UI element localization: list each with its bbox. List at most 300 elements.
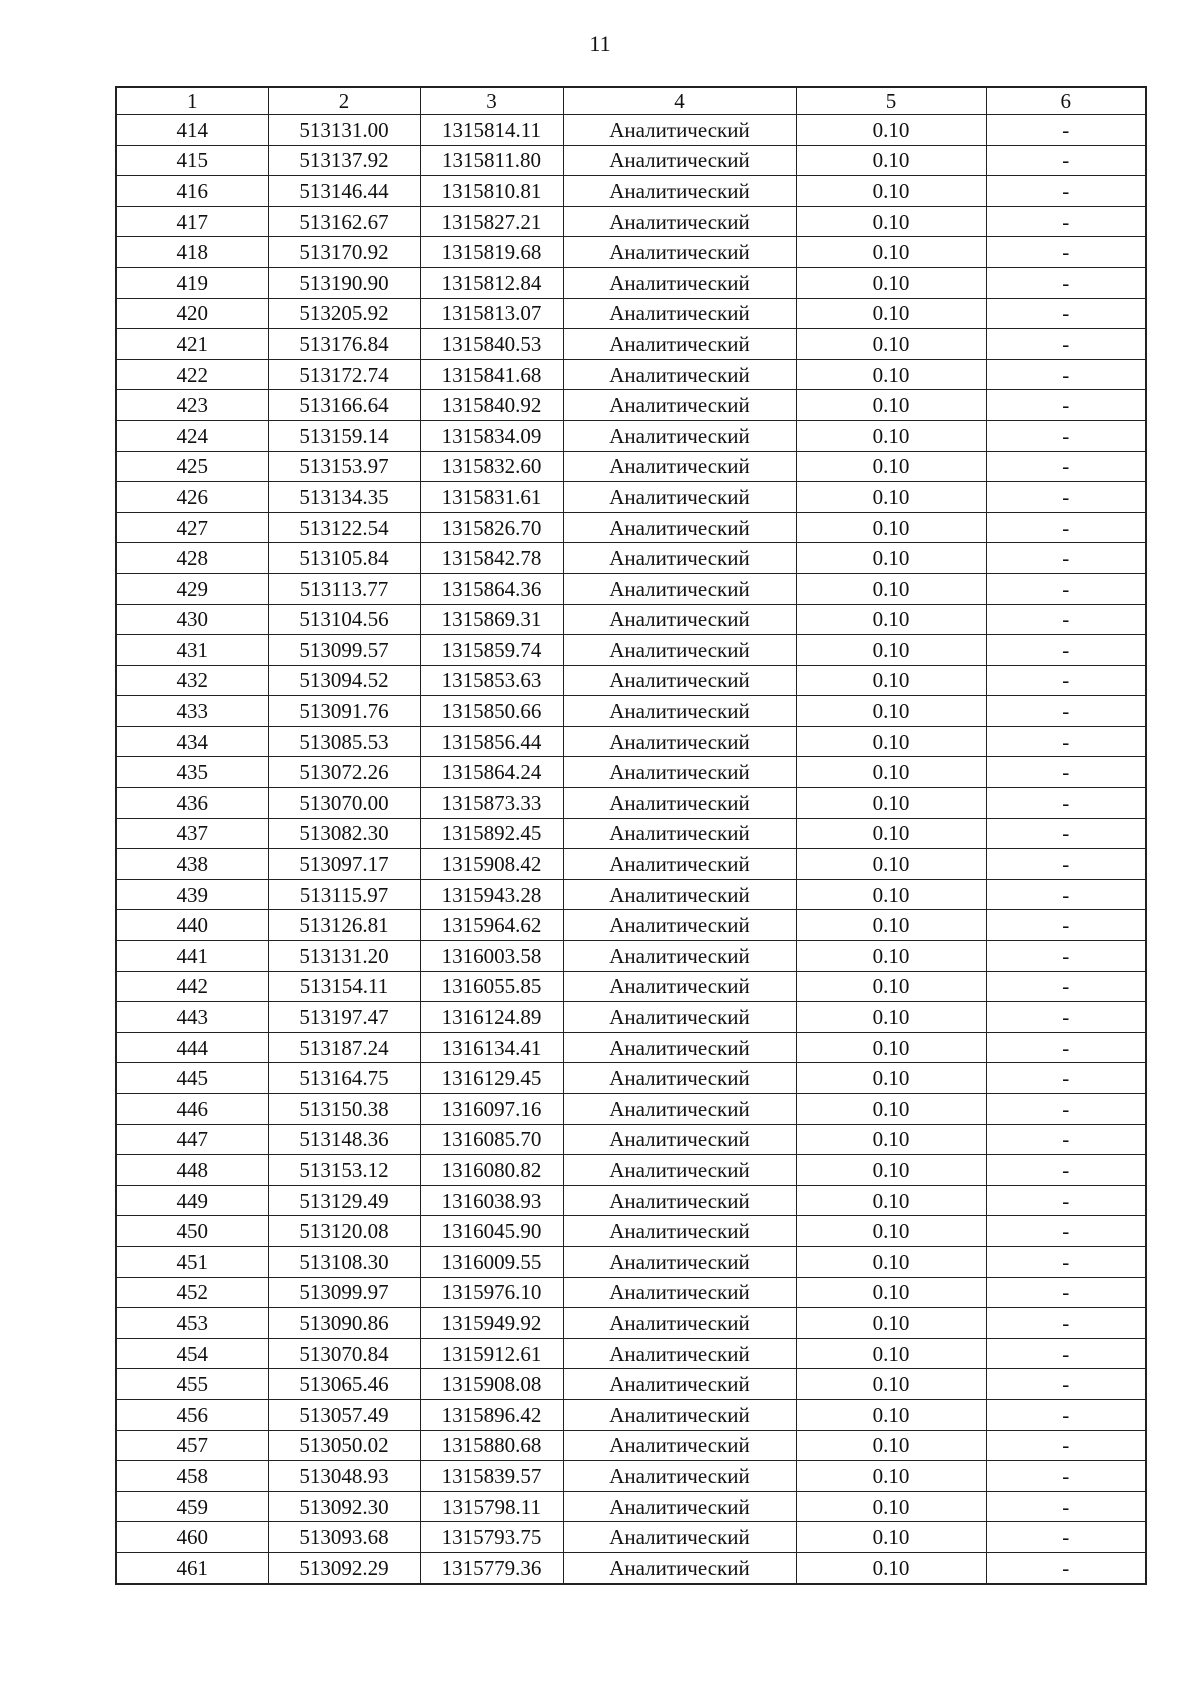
x-coordinate-cell: 513070.00 (268, 788, 420, 819)
note-cell: - (986, 329, 1146, 360)
accuracy-cell: 0.10 (796, 451, 986, 482)
method-cell: Аналитический (563, 420, 796, 451)
point-number-cell: 442 (116, 971, 268, 1002)
method-cell: Аналитический (563, 1216, 796, 1247)
point-number-cell: 457 (116, 1430, 268, 1461)
y-coordinate-cell: 1316055.85 (420, 971, 563, 1002)
table-row (116, 1002, 1146, 1033)
x-coordinate-cell: 513129.49 (268, 1185, 420, 1216)
accuracy-cell: 0.10 (796, 420, 986, 451)
method-cell: Аналитический (563, 1461, 796, 1492)
x-coordinate-cell: 513170.92 (268, 237, 420, 268)
y-coordinate-cell: 1315964.62 (420, 910, 563, 941)
accuracy-cell: 0.10 (796, 1491, 986, 1522)
point-number-cell: 453 (116, 1308, 268, 1339)
table-row (116, 115, 1146, 146)
x-coordinate-cell: 513104.56 (268, 604, 420, 635)
table-row (116, 1063, 1146, 1094)
accuracy-cell: 0.10 (796, 1277, 986, 1308)
table-header (116, 87, 1146, 115)
y-coordinate-cell: 1315949.92 (420, 1308, 563, 1339)
method-cell: Аналитический (563, 1155, 796, 1186)
x-coordinate-cell: 513187.24 (268, 1032, 420, 1063)
table-row (116, 1216, 1146, 1247)
y-coordinate-cell: 1315832.60 (420, 451, 563, 482)
column-header-2: 2 (268, 87, 420, 115)
x-coordinate-cell: 513113.77 (268, 573, 420, 604)
accuracy-cell: 0.10 (796, 573, 986, 604)
x-coordinate-cell: 513134.35 (268, 482, 420, 513)
point-number-cell: 449 (116, 1185, 268, 1216)
accuracy-cell: 0.10 (796, 941, 986, 972)
method-cell: Аналитический (563, 237, 796, 268)
table-row (116, 206, 1146, 237)
x-coordinate-cell: 513091.76 (268, 696, 420, 727)
method-cell: Аналитический (563, 1369, 796, 1400)
x-coordinate-cell: 513131.20 (268, 941, 420, 972)
x-coordinate-cell: 513154.11 (268, 971, 420, 1002)
y-coordinate-cell: 1316038.93 (420, 1185, 563, 1216)
note-cell: - (986, 543, 1146, 574)
accuracy-cell: 0.10 (796, 1399, 986, 1430)
table-row (116, 482, 1146, 513)
table-row (116, 1032, 1146, 1063)
accuracy-cell: 0.10 (796, 1430, 986, 1461)
accuracy-cell: 0.10 (796, 482, 986, 513)
method-cell: Аналитический (563, 635, 796, 666)
y-coordinate-cell: 1315859.74 (420, 635, 563, 666)
table-row (116, 176, 1146, 207)
y-coordinate-cell: 1315841.68 (420, 359, 563, 390)
y-coordinate-cell: 1315976.10 (420, 1277, 563, 1308)
table-row (116, 1277, 1146, 1308)
y-coordinate-cell: 1315814.11 (420, 115, 563, 146)
x-coordinate-cell: 513164.75 (268, 1063, 420, 1094)
y-coordinate-cell: 1315842.78 (420, 543, 563, 574)
point-number-cell: 450 (116, 1216, 268, 1247)
accuracy-cell: 0.10 (796, 1002, 986, 1033)
accuracy-cell: 0.10 (796, 757, 986, 788)
point-number-cell: 460 (116, 1522, 268, 1553)
table-row (116, 267, 1146, 298)
y-coordinate-cell: 1315850.66 (420, 696, 563, 727)
point-number-cell: 423 (116, 390, 268, 421)
accuracy-cell: 0.10 (796, 726, 986, 757)
x-coordinate-cell: 513105.84 (268, 543, 420, 574)
accuracy-cell: 0.10 (796, 1216, 986, 1247)
accuracy-cell: 0.10 (796, 298, 986, 329)
note-cell: - (986, 879, 1146, 910)
table-row (116, 818, 1146, 849)
method-cell: Аналитический (563, 1522, 796, 1553)
point-number-cell: 425 (116, 451, 268, 482)
note-cell: - (986, 359, 1146, 390)
note-cell: - (986, 696, 1146, 727)
point-number-cell: 417 (116, 206, 268, 237)
table-row (116, 1246, 1146, 1277)
x-coordinate-cell: 513146.44 (268, 176, 420, 207)
note-cell: - (986, 115, 1146, 146)
note-cell: - (986, 1185, 1146, 1216)
note-cell: - (986, 849, 1146, 880)
accuracy-cell: 0.10 (796, 1552, 986, 1583)
x-coordinate-cell: 513065.46 (268, 1369, 420, 1400)
y-coordinate-cell: 1315810.81 (420, 176, 563, 207)
accuracy-cell: 0.10 (796, 1246, 986, 1277)
note-cell: - (986, 1552, 1146, 1583)
y-coordinate-cell: 1315819.68 (420, 237, 563, 268)
x-coordinate-cell: 513205.92 (268, 298, 420, 329)
method-cell: Аналитический (563, 788, 796, 819)
method-cell: Аналитический (563, 665, 796, 696)
note-cell: - (986, 971, 1146, 1002)
point-number-cell: 426 (116, 482, 268, 513)
table-row (116, 1094, 1146, 1125)
y-coordinate-cell: 1315779.36 (420, 1552, 563, 1583)
table-row (116, 1522, 1146, 1553)
table-row (116, 298, 1146, 329)
x-coordinate-cell: 513092.30 (268, 1491, 420, 1522)
accuracy-cell: 0.10 (796, 849, 986, 880)
point-number-cell: 431 (116, 635, 268, 666)
table-row (116, 910, 1146, 941)
method-cell: Аналитический (563, 1552, 796, 1583)
table-row (116, 420, 1146, 451)
x-coordinate-cell: 513097.17 (268, 849, 420, 880)
y-coordinate-cell: 1316129.45 (420, 1063, 563, 1094)
column-header-4: 4 (563, 87, 796, 115)
y-coordinate-cell: 1315798.11 (420, 1491, 563, 1522)
point-number-cell: 445 (116, 1063, 268, 1094)
y-coordinate-cell: 1315908.42 (420, 849, 563, 880)
point-number-cell: 416 (116, 176, 268, 207)
method-cell: Аналитический (563, 1246, 796, 1277)
note-cell: - (986, 451, 1146, 482)
method-cell: Аналитический (563, 879, 796, 910)
x-coordinate-cell: 513092.29 (268, 1552, 420, 1583)
method-cell: Аналитический (563, 329, 796, 360)
y-coordinate-cell: 1315826.70 (420, 512, 563, 543)
point-number-cell: 434 (116, 726, 268, 757)
accuracy-cell: 0.10 (796, 910, 986, 941)
point-number-cell: 435 (116, 757, 268, 788)
accuracy-cell: 0.10 (796, 390, 986, 421)
table-row (116, 329, 1146, 360)
accuracy-cell: 0.10 (796, 1063, 986, 1094)
table-row (116, 1155, 1146, 1186)
method-cell: Аналитический (563, 359, 796, 390)
y-coordinate-cell: 1315896.42 (420, 1399, 563, 1430)
x-coordinate-cell: 513166.64 (268, 390, 420, 421)
note-cell: - (986, 665, 1146, 696)
method-cell: Аналитический (563, 1308, 796, 1339)
point-number-cell: 446 (116, 1094, 268, 1125)
table-row (116, 941, 1146, 972)
y-coordinate-cell: 1315839.57 (420, 1461, 563, 1492)
method-cell: Аналитический (563, 910, 796, 941)
note-cell: - (986, 910, 1146, 941)
note-cell: - (986, 818, 1146, 849)
x-coordinate-cell: 513131.00 (268, 115, 420, 146)
point-number-cell: 456 (116, 1399, 268, 1430)
x-coordinate-cell: 513099.57 (268, 635, 420, 666)
note-cell: - (986, 604, 1146, 635)
method-cell: Аналитический (563, 267, 796, 298)
method-cell: Аналитический (563, 206, 796, 237)
x-coordinate-cell: 513159.14 (268, 420, 420, 451)
accuracy-cell: 0.10 (796, 788, 986, 819)
table-row (116, 1552, 1146, 1583)
accuracy-cell: 0.10 (796, 176, 986, 207)
y-coordinate-cell: 1315908.08 (420, 1369, 563, 1400)
accuracy-cell: 0.10 (796, 1185, 986, 1216)
column-header-3: 3 (420, 87, 563, 115)
x-coordinate-cell: 513090.86 (268, 1308, 420, 1339)
y-coordinate-cell: 1315813.07 (420, 298, 563, 329)
method-cell: Аналитический (563, 941, 796, 972)
note-cell: - (986, 512, 1146, 543)
table-row (116, 1369, 1146, 1400)
table-row (116, 604, 1146, 635)
x-coordinate-cell: 513122.54 (268, 512, 420, 543)
point-number-cell: 443 (116, 1002, 268, 1033)
accuracy-cell: 0.10 (796, 818, 986, 849)
method-cell: Аналитический (563, 1338, 796, 1369)
x-coordinate-cell: 513094.52 (268, 665, 420, 696)
point-number-cell: 433 (116, 696, 268, 727)
table-row (116, 543, 1146, 574)
method-cell: Аналитический (563, 1399, 796, 1430)
y-coordinate-cell: 1315827.21 (420, 206, 563, 237)
point-number-cell: 437 (116, 818, 268, 849)
accuracy-cell: 0.10 (796, 543, 986, 574)
x-coordinate-cell: 513153.97 (268, 451, 420, 482)
point-number-cell: 427 (116, 512, 268, 543)
y-coordinate-cell: 1315943.28 (420, 879, 563, 910)
accuracy-cell: 0.10 (796, 1124, 986, 1155)
coordinates-table (115, 86, 1147, 1585)
point-number-cell: 447 (116, 1124, 268, 1155)
page-number: 11 (589, 31, 611, 56)
note-cell: - (986, 298, 1146, 329)
x-coordinate-cell: 513048.93 (268, 1461, 420, 1492)
x-coordinate-cell: 513120.08 (268, 1216, 420, 1247)
accuracy-cell: 0.10 (796, 145, 986, 176)
column-header-1: 1 (116, 87, 268, 115)
y-coordinate-cell: 1315811.80 (420, 145, 563, 176)
note-cell: - (986, 1002, 1146, 1033)
point-number-cell: 421 (116, 329, 268, 360)
table-row (116, 1461, 1146, 1492)
table-row (116, 879, 1146, 910)
method-cell: Аналитический (563, 818, 796, 849)
note-cell: - (986, 1063, 1146, 1094)
y-coordinate-cell: 1315912.61 (420, 1338, 563, 1369)
table-row (116, 451, 1146, 482)
table-row (116, 665, 1146, 696)
table-row (116, 573, 1146, 604)
accuracy-cell: 0.10 (796, 1155, 986, 1186)
point-number-cell: 441 (116, 941, 268, 972)
table-row (116, 1430, 1146, 1461)
table-row (116, 635, 1146, 666)
table-row (116, 145, 1146, 176)
point-number-cell: 458 (116, 1461, 268, 1492)
accuracy-cell: 0.10 (796, 1094, 986, 1125)
note-cell: - (986, 1522, 1146, 1553)
method-cell: Аналитический (563, 176, 796, 207)
method-cell: Аналитический (563, 451, 796, 482)
x-coordinate-cell: 513162.67 (268, 206, 420, 237)
table-body (116, 115, 1146, 1584)
accuracy-cell: 0.10 (796, 206, 986, 237)
table-row (116, 849, 1146, 880)
note-cell: - (986, 1461, 1146, 1492)
note-cell: - (986, 757, 1146, 788)
method-cell: Аналитический (563, 482, 796, 513)
point-number-cell: 438 (116, 849, 268, 880)
method-cell: Аналитический (563, 1277, 796, 1308)
x-coordinate-cell: 513057.49 (268, 1399, 420, 1430)
method-cell: Аналитический (563, 757, 796, 788)
table-row (116, 1491, 1146, 1522)
accuracy-cell: 0.10 (796, 665, 986, 696)
point-number-cell: 420 (116, 298, 268, 329)
table-row (116, 512, 1146, 543)
x-coordinate-cell: 513137.92 (268, 145, 420, 176)
y-coordinate-cell: 1316009.55 (420, 1246, 563, 1277)
point-number-cell: 448 (116, 1155, 268, 1186)
accuracy-cell: 0.10 (796, 1032, 986, 1063)
x-coordinate-cell: 513070.84 (268, 1338, 420, 1369)
column-header-5: 5 (796, 87, 986, 115)
y-coordinate-cell: 1316085.70 (420, 1124, 563, 1155)
method-cell: Аналитический (563, 1185, 796, 1216)
y-coordinate-cell: 1316134.41 (420, 1032, 563, 1063)
note-cell: - (986, 1216, 1146, 1247)
table-row (116, 971, 1146, 1002)
accuracy-cell: 0.10 (796, 267, 986, 298)
point-number-cell: 432 (116, 665, 268, 696)
method-cell: Аналитический (563, 1032, 796, 1063)
x-coordinate-cell: 513099.97 (268, 1277, 420, 1308)
table-row (116, 1308, 1146, 1339)
accuracy-cell: 0.10 (796, 359, 986, 390)
x-coordinate-cell: 513190.90 (268, 267, 420, 298)
accuracy-cell: 0.10 (796, 512, 986, 543)
table-row (116, 1185, 1146, 1216)
table-row (116, 390, 1146, 421)
method-cell: Аналитический (563, 849, 796, 880)
accuracy-cell: 0.10 (796, 604, 986, 635)
method-cell: Аналитический (563, 298, 796, 329)
method-cell: Аналитический (563, 726, 796, 757)
point-number-cell: 422 (116, 359, 268, 390)
y-coordinate-cell: 1315834.09 (420, 420, 563, 451)
method-cell: Аналитический (563, 1002, 796, 1033)
accuracy-cell: 0.10 (796, 115, 986, 146)
note-cell: - (986, 573, 1146, 604)
x-coordinate-cell: 513050.02 (268, 1430, 420, 1461)
x-coordinate-cell: 513115.97 (268, 879, 420, 910)
note-cell: - (986, 635, 1146, 666)
note-cell: - (986, 1308, 1146, 1339)
y-coordinate-cell: 1316045.90 (420, 1216, 563, 1247)
accuracy-cell: 0.10 (796, 237, 986, 268)
point-number-cell: 415 (116, 145, 268, 176)
point-number-cell: 451 (116, 1246, 268, 1277)
method-cell: Аналитический (563, 971, 796, 1002)
note-cell: - (986, 1094, 1146, 1125)
table-row (116, 237, 1146, 268)
x-coordinate-cell: 513197.47 (268, 1002, 420, 1033)
accuracy-cell: 0.10 (796, 1369, 986, 1400)
point-number-cell: 440 (116, 910, 268, 941)
note-cell: - (986, 1032, 1146, 1063)
y-coordinate-cell: 1315812.84 (420, 267, 563, 298)
point-number-cell: 459 (116, 1491, 268, 1522)
y-coordinate-cell: 1315840.53 (420, 329, 563, 360)
note-cell: - (986, 1277, 1146, 1308)
note-cell: - (986, 788, 1146, 819)
note-cell: - (986, 1338, 1146, 1369)
method-cell: Аналитический (563, 696, 796, 727)
y-coordinate-cell: 1315892.45 (420, 818, 563, 849)
note-cell: - (986, 1124, 1146, 1155)
x-coordinate-cell: 513108.30 (268, 1246, 420, 1277)
point-number-cell: 461 (116, 1552, 268, 1583)
method-cell: Аналитический (563, 1430, 796, 1461)
point-number-cell: 429 (116, 573, 268, 604)
y-coordinate-cell: 1315840.92 (420, 390, 563, 421)
accuracy-cell: 0.10 (796, 635, 986, 666)
note-cell: - (986, 176, 1146, 207)
y-coordinate-cell: 1315864.36 (420, 573, 563, 604)
note-cell: - (986, 1155, 1146, 1186)
table-row (116, 696, 1146, 727)
note-cell: - (986, 145, 1146, 176)
method-cell: Аналитический (563, 573, 796, 604)
method-cell: Аналитический (563, 1094, 796, 1125)
method-cell: Аналитический (563, 145, 796, 176)
column-header-6: 6 (986, 87, 1146, 115)
note-cell: - (986, 206, 1146, 237)
y-coordinate-cell: 1315831.61 (420, 482, 563, 513)
note-cell: - (986, 1491, 1146, 1522)
point-number-cell: 418 (116, 237, 268, 268)
accuracy-cell: 0.10 (796, 696, 986, 727)
point-number-cell: 414 (116, 115, 268, 146)
note-cell: - (986, 1430, 1146, 1461)
y-coordinate-cell: 1315793.75 (420, 1522, 563, 1553)
point-number-cell: 428 (116, 543, 268, 574)
point-number-cell: 424 (116, 420, 268, 451)
method-cell: Аналитический (563, 604, 796, 635)
note-cell: - (986, 1369, 1146, 1400)
method-cell: Аналитический (563, 390, 796, 421)
y-coordinate-cell: 1316003.58 (420, 941, 563, 972)
accuracy-cell: 0.10 (796, 1461, 986, 1492)
note-cell: - (986, 237, 1146, 268)
method-cell: Аналитический (563, 512, 796, 543)
point-number-cell: 439 (116, 879, 268, 910)
accuracy-cell: 0.10 (796, 879, 986, 910)
table-row (116, 788, 1146, 819)
method-cell: Аналитический (563, 1491, 796, 1522)
accuracy-cell: 0.10 (796, 329, 986, 360)
table-row (116, 359, 1146, 390)
x-coordinate-cell: 513172.74 (268, 359, 420, 390)
